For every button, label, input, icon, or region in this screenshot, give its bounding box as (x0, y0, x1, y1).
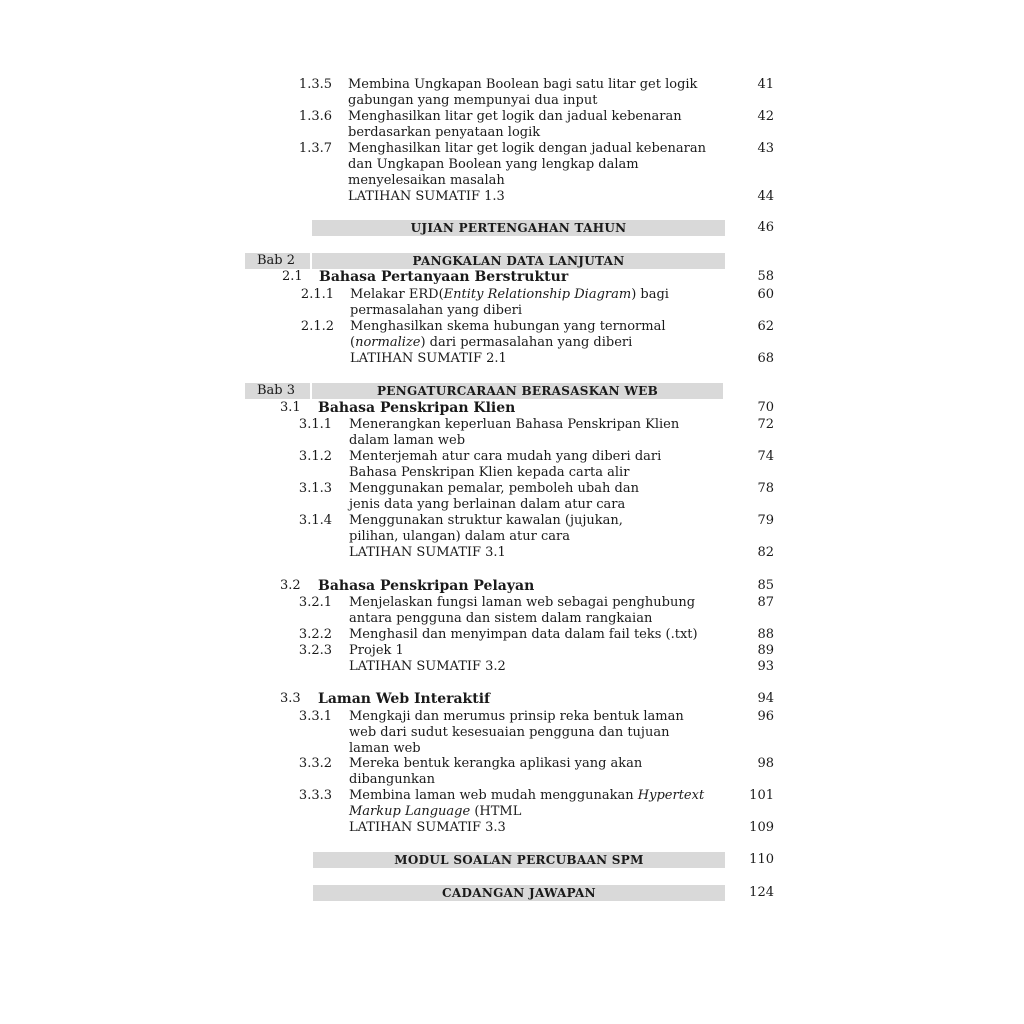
entry-number: 3.2.1 (298, 595, 332, 610)
page-number: 109 (749, 820, 774, 835)
entry-text: Projek 1 (349, 643, 404, 658)
entry-text: gabungan yang mempunyai dua input (348, 93, 598, 108)
section-title: Bahasa Pertanyaan Berstruktur (319, 269, 569, 285)
entry-text: Membina laman web mudah menggunakan Hypertext (349, 788, 705, 803)
entry-text: dibangunkan (349, 772, 435, 787)
entry-text: (normalize) dari permasalahan yang diberi (350, 335, 633, 350)
section-title: Bahasa Penskripan Klien (318, 400, 516, 416)
entry-text: menyelesaikan masalah (348, 173, 505, 188)
page-number: 41 (757, 77, 774, 92)
page-number: 60 (757, 287, 774, 302)
entry-text: Bahasa Penskripan Klien kepada carta alir (349, 465, 630, 480)
exercise-label: LATIHAN SUMATIF 3.3 (349, 820, 506, 835)
entry-number: 3.3.1 (298, 709, 332, 724)
entry-text: dalam laman web (349, 433, 466, 448)
entry-number: 1.3.6 (298, 109, 332, 124)
page-number: 74 (757, 449, 774, 464)
page-number: 93 (757, 659, 774, 674)
entry-text: Mengkaji dan merumus prinsip reka bentuk laman (349, 709, 684, 724)
entry-text: Menggunakan pemalar, pemboleh ubah dan (349, 481, 639, 496)
entry-text: permasalahan yang diberi (350, 303, 523, 318)
section-number: 2.1 (282, 269, 303, 284)
exercise-label: LATIHAN SUMATIF 2.1 (350, 351, 507, 366)
entry-text: berdasarkan penyataan logik (348, 125, 541, 140)
page-number: 46 (757, 220, 774, 235)
page-number: 124 (749, 885, 774, 900)
entry-text: Menerangkan keperluan Bahasa Penskripan Klien (349, 417, 680, 432)
chapter-title: PENGATURCARAAN BERASASKAN WEB (312, 383, 723, 399)
exercise-label: LATIHAN SUMATIF 3.1 (349, 545, 506, 560)
entry-text: Markup Language (HTML (349, 804, 522, 819)
entry-text: Menghasilkan litar get logik dan jadual kebenaran (348, 109, 682, 124)
section-number: 3.3 (280, 691, 301, 706)
page-number: 88 (757, 627, 774, 642)
page-number: 85 (757, 578, 774, 593)
entry-number: 3.1.1 (298, 417, 332, 432)
section-number: 3.2 (280, 578, 301, 593)
entry-text: Menghasilkan litar get logik dengan jadual kebenaran (348, 141, 706, 156)
entry-text: web dari sudut kesesuaian pengguna dan tujuan (349, 725, 670, 740)
page-number: 44 (757, 189, 774, 204)
entry-text: antara pengguna dan sistem dalam rangkaian (349, 611, 653, 626)
page-number: 110 (749, 852, 774, 867)
entry-text: Melakar ERD(Entity Relationship Diagram) bagi (350, 287, 669, 302)
entry-text: laman web (349, 741, 421, 756)
entry-text: Menghasil dan menyimpan data dalam fail teks (.txt) (349, 627, 698, 642)
entry-text: Membina Ungkapan Boolean bagi satu litar get logik (348, 77, 698, 92)
page-number: 96 (757, 709, 774, 724)
entry-number: 3.2.3 (298, 643, 332, 658)
section-bar-modul: MODUL SOALAN PERCUBAAN SPM (313, 852, 725, 868)
chapter-label: Bab 3 (245, 383, 310, 399)
entry-number: 3.1.3 (298, 481, 332, 496)
page-number: 98 (757, 756, 774, 771)
entry-text: dan Ungkapan Boolean yang lengkap dalam (348, 157, 639, 172)
entry-number: 3.1.2 (298, 449, 332, 464)
page-number: 87 (757, 595, 774, 610)
page-number: 42 (757, 109, 774, 124)
page-number: 70 (757, 400, 774, 415)
page-number: 58 (757, 269, 774, 284)
page-number: 78 (757, 481, 774, 496)
section-bar-cadangan: CADANGAN JAWAPAN (313, 885, 725, 901)
entry-number: 3.2.2 (298, 627, 332, 642)
entry-number: 1.3.7 (298, 141, 332, 156)
entry-text: Menjelaskan fungsi laman web sebagai penghubung (349, 595, 696, 610)
exercise-label: LATIHAN SUMATIF 3.2 (349, 659, 506, 674)
entry-number: 3.1.4 (298, 513, 332, 528)
page-number: 43 (757, 141, 774, 156)
section-bar-ujian: UJIAN PERTENGAHAN TAHUN (312, 220, 725, 236)
chapter-title: PANGKALAN DATA LANJUTAN (312, 253, 725, 269)
page-number: 72 (757, 417, 774, 432)
page-number: 89 (757, 643, 774, 658)
page-number: 94 (757, 691, 774, 706)
page-number: 79 (757, 513, 774, 528)
entry-number: 1.3.5 (298, 77, 332, 92)
entry-text: Menghasilkan skema hubungan yang ternormal (350, 319, 666, 334)
entry-text: jenis data yang berlainan dalam atur cara (349, 497, 626, 512)
page-number: 101 (749, 788, 774, 803)
entry-number: 3.3.3 (298, 788, 332, 803)
entry-number: 3.3.2 (298, 756, 332, 771)
page-number: 62 (757, 319, 774, 334)
chapter-label: Bab 2 (245, 253, 310, 269)
section-number: 3.1 (280, 400, 301, 415)
entry-text: Menggunakan struktur kawalan (jujukan, (349, 513, 623, 528)
page-number: 82 (757, 545, 774, 560)
section-title: Laman Web Interaktif (318, 691, 491, 707)
entry-text: Menterjemah atur cara mudah yang diberi dari (349, 449, 662, 464)
entry-text: pilihan, ulangan) dalam atur cara (349, 529, 570, 544)
section-title: Bahasa Penskripan Pelayan (318, 578, 535, 594)
page-number: 68 (757, 351, 774, 366)
entry-number: 2.1.1 (300, 287, 334, 302)
entry-text: Mereka bentuk kerangka aplikasi yang akan (349, 756, 643, 771)
entry-number: 2.1.2 (300, 319, 334, 334)
exercise-label: LATIHAN SUMATIF 1.3 (348, 189, 505, 204)
